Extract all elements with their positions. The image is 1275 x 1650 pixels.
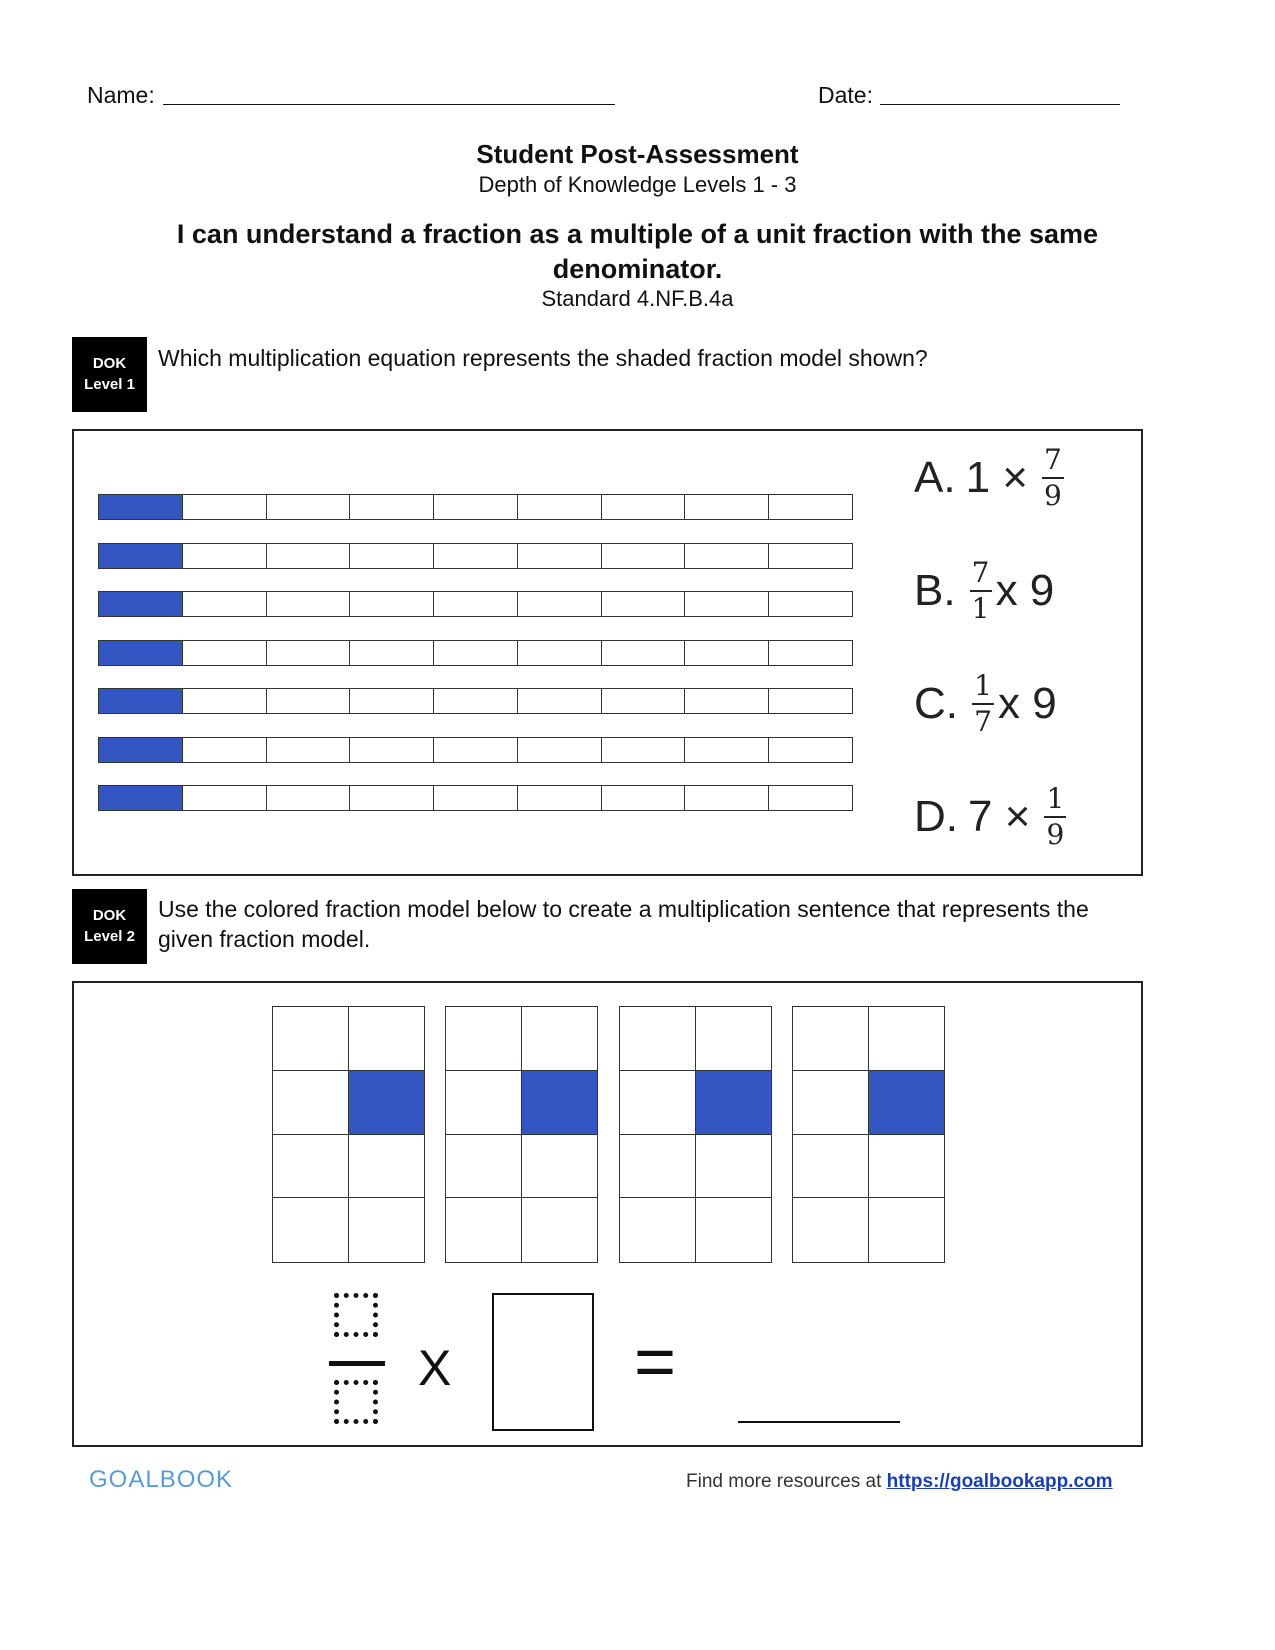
grid-cell [446, 1135, 522, 1199]
bar-part [685, 495, 769, 519]
bar-part [183, 738, 267, 762]
choice-letter: B. [914, 566, 956, 615]
bar-part [267, 641, 351, 665]
fraction-numerator: 1 [1046, 782, 1065, 815]
grid-cell [349, 1198, 425, 1262]
grid-cell [522, 1007, 598, 1071]
times-symbol: X [418, 1340, 452, 1396]
grid-cell [620, 1198, 696, 1262]
grid-cell [273, 1007, 349, 1071]
fraction-bar-line [329, 1361, 385, 1366]
bar-part [685, 641, 769, 665]
grid-cell [273, 1198, 349, 1262]
bar-part [518, 592, 602, 616]
page-subtitle: Depth of Knowledge Levels 1 - 3 [478, 172, 797, 197]
bar-part [769, 544, 852, 568]
name-field[interactable] [163, 104, 615, 105]
fraction-grid [445, 1006, 598, 1263]
grid-cell [696, 1198, 772, 1262]
fraction-bar [98, 640, 853, 666]
fraction-denominator: 9 [1046, 818, 1065, 851]
bar-part [434, 641, 518, 665]
bar-part [518, 689, 602, 713]
choice-letter: C. [914, 679, 958, 728]
bar-part [769, 592, 852, 616]
shaded-part [99, 641, 183, 665]
bar-part [434, 786, 518, 810]
date-label: Date: [818, 82, 873, 108]
fraction-numerator: 7 [971, 556, 990, 589]
product-answer-line[interactable] [738, 1421, 900, 1423]
bar-part [267, 689, 351, 713]
denominator-input[interactable] [334, 1380, 378, 1424]
question-1-box [72, 429, 1143, 876]
bar-part [350, 738, 434, 762]
grid-cell [869, 1198, 945, 1262]
bar-part [518, 495, 602, 519]
fraction-denominator: 7 [974, 705, 992, 738]
grid-cell [696, 1007, 772, 1071]
bar-part [350, 495, 434, 519]
choice-fraction [1044, 784, 1066, 850]
choice-factor: 7 × [968, 792, 1031, 841]
shaded-part [99, 495, 183, 519]
bar-part [183, 786, 267, 810]
answer-choice[interactable] [914, 671, 1067, 737]
bar-part [769, 786, 852, 810]
bar-part [434, 689, 518, 713]
bar-part [685, 786, 769, 810]
standard-label: Standard 4.NF.B.4a [541, 286, 734, 311]
bar-part [434, 495, 518, 519]
bar-part [518, 544, 602, 568]
bar-part [183, 544, 267, 568]
grid-cell [349, 1007, 425, 1071]
grid-cell [793, 1071, 869, 1135]
bar-part [769, 738, 852, 762]
answer-choice[interactable] [914, 784, 1070, 850]
dok-level: Level 2 [84, 928, 135, 945]
choice-fraction [972, 671, 994, 737]
fraction-bar [98, 688, 853, 714]
grid-cell [793, 1007, 869, 1071]
bar-part [602, 544, 686, 568]
bar-part [350, 544, 434, 568]
footer-link[interactable]: https://goalbookapp.com [886, 1471, 1113, 1492]
grid-cell [522, 1198, 598, 1262]
fraction-denominator: 1 [971, 592, 990, 625]
grid-cell [620, 1135, 696, 1199]
choice-factor: x 9 [998, 679, 1057, 728]
bar-part [769, 689, 852, 713]
bar-part [183, 592, 267, 616]
multiplier-input[interactable] [492, 1293, 594, 1431]
bar-part [602, 689, 686, 713]
choice-letter: A. [914, 453, 956, 502]
bar-part [267, 786, 351, 810]
dok-label: DOK [92, 355, 127, 372]
numerator-input[interactable] [334, 1293, 378, 1337]
choice-fraction [970, 558, 992, 624]
dok-badge-level-1 [72, 337, 147, 412]
date-field[interactable] [880, 104, 1120, 105]
fraction-grid [619, 1006, 772, 1263]
shaded-part [99, 544, 183, 568]
bar-part [602, 641, 686, 665]
fraction-grid [272, 1006, 425, 1263]
answer-choice[interactable] [914, 445, 1068, 511]
grid-cell [869, 1007, 945, 1071]
bar-part [434, 544, 518, 568]
grid-cell [446, 1198, 522, 1262]
shaded-cell [869, 1071, 945, 1135]
fraction-denominator: 9 [1044, 479, 1062, 512]
bar-part [267, 738, 351, 762]
fraction-grid [792, 1006, 945, 1263]
fraction-numerator: 1 [974, 669, 992, 702]
bar-part [685, 592, 769, 616]
grid-cell [696, 1135, 772, 1199]
bar-part [183, 641, 267, 665]
dok-label: DOK [92, 907, 127, 924]
grid-cell [620, 1007, 696, 1071]
equals-symbol: = [634, 1322, 677, 1402]
shaded-cell [522, 1071, 598, 1135]
bar-part [602, 738, 686, 762]
choice-letter: D. [914, 792, 958, 841]
bar-part [602, 495, 686, 519]
name-label: Name: [87, 82, 155, 108]
question-1-text: Which multiplication equation represents the shaded fraction model shown? [158, 345, 928, 371]
shaded-part [99, 738, 183, 762]
bar-part [685, 738, 769, 762]
grid-cell [273, 1071, 349, 1135]
fraction-bar [98, 543, 853, 569]
page-title: Student Post-Assessment [476, 139, 799, 169]
bar-part [267, 592, 351, 616]
choice-factor: x 9 [995, 566, 1055, 615]
shaded-cell [349, 1071, 425, 1135]
fraction-bar [98, 494, 853, 520]
grid-cell [793, 1198, 869, 1262]
shaded-cell [696, 1071, 772, 1135]
learning-goal: I can understand a fraction as a multiple of a unit fraction with the same denominator. [176, 219, 1099, 284]
bar-part [434, 738, 518, 762]
grid-cell [446, 1007, 522, 1071]
grid-cell [446, 1071, 522, 1135]
fraction-numerator: 7 [1044, 443, 1062, 476]
bar-part [685, 689, 769, 713]
bar-part [350, 786, 434, 810]
bar-part [769, 641, 852, 665]
bar-part [350, 689, 434, 713]
bar-part [267, 544, 351, 568]
bar-part [267, 495, 351, 519]
fraction-bar [98, 591, 853, 617]
grid-cell [620, 1071, 696, 1135]
shaded-part [99, 592, 183, 616]
grid-cell [349, 1135, 425, 1199]
fraction-bar [98, 785, 853, 811]
goalbook-logo: GOALBOOK [89, 1466, 234, 1493]
bar-part [685, 544, 769, 568]
footer-text [686, 1471, 1113, 1493]
grid-cell [273, 1135, 349, 1199]
choice-fraction [1042, 445, 1064, 511]
bar-part [602, 786, 686, 810]
bar-part [434, 592, 518, 616]
bar-part [602, 592, 686, 616]
bar-part [183, 495, 267, 519]
question-2-box [72, 981, 1143, 1447]
question-2-text: Use the colored fraction model below to create a multiplication sentence that represents the given fraction model. [158, 896, 1089, 952]
footer-label: Find more resources at [686, 1471, 882, 1492]
bar-part [350, 641, 434, 665]
bar-part [769, 495, 852, 519]
bar-part [518, 641, 602, 665]
fraction-bar [98, 737, 853, 763]
answer-choice[interactable] [914, 558, 1064, 624]
bar-part [183, 689, 267, 713]
bar-part [518, 738, 602, 762]
grid-cell [793, 1135, 869, 1199]
dok-level: Level 1 [84, 376, 135, 393]
shaded-part [99, 689, 183, 713]
bar-part [350, 592, 434, 616]
bar-part [518, 786, 602, 810]
choice-factor: 1 × [965, 453, 1028, 502]
grid-cell [869, 1135, 945, 1199]
shaded-part [99, 786, 183, 810]
grid-cell [522, 1135, 598, 1199]
dok-badge-level-2 [72, 889, 147, 964]
